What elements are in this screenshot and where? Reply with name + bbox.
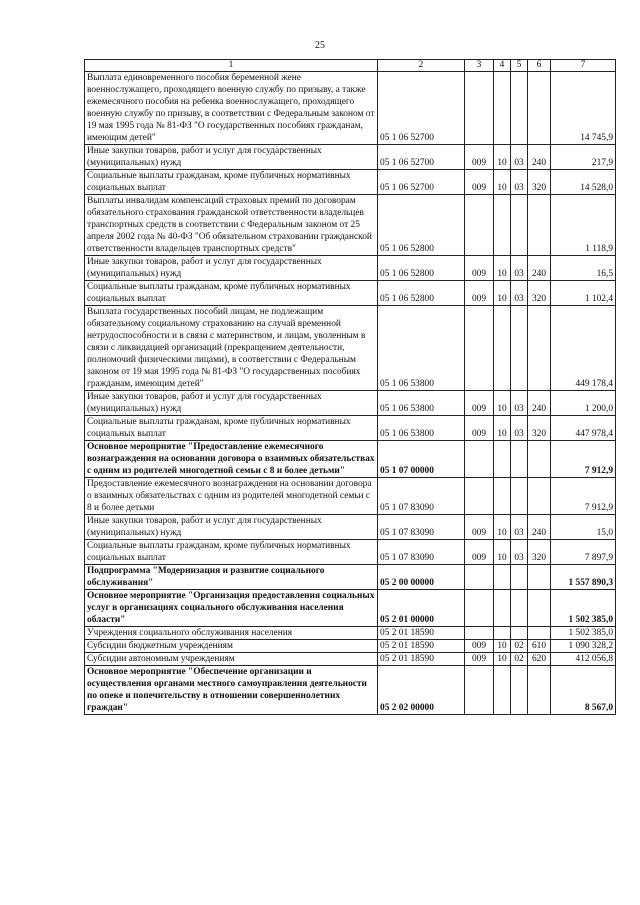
row-code-cell: 05 2 01 18590 bbox=[378, 640, 465, 653]
row-amount-cell: 1 090 328,2 bbox=[551, 640, 616, 653]
table-row bbox=[85, 170, 616, 195]
row-name-cell: Основное мероприятие "Организация предоставления социальных услуг в организациях социального обслуживания населения области" bbox=[85, 590, 378, 627]
row-col4-cell: 10 bbox=[494, 653, 511, 666]
row-code-cell: 05 1 06 52700 bbox=[378, 170, 465, 195]
row-code-cell: 05 1 07 83090 bbox=[378, 478, 465, 515]
row-amount-cell: 449 178,4 bbox=[551, 306, 616, 391]
row-col6-cell: 320 bbox=[528, 540, 551, 565]
table-row bbox=[85, 416, 616, 441]
column-header: 6 bbox=[528, 60, 551, 72]
row-col5-cell: 02 bbox=[511, 653, 528, 666]
row-col4-cell: 10 bbox=[494, 540, 511, 565]
row-col5-cell bbox=[511, 195, 528, 256]
table-row bbox=[85, 391, 616, 416]
row-col5-cell: 03 bbox=[511, 540, 528, 565]
row-col4-cell: 10 bbox=[494, 640, 511, 653]
budget-table bbox=[84, 59, 616, 715]
row-amount-cell: 16,5 bbox=[551, 256, 616, 281]
table-row bbox=[85, 515, 616, 540]
row-amount-cell: 7 897,9 bbox=[551, 540, 616, 565]
row-col5-cell: 03 bbox=[511, 281, 528, 306]
row-col5-cell bbox=[511, 478, 528, 515]
row-col5-cell: 02 bbox=[511, 640, 528, 653]
table-row bbox=[85, 72, 616, 145]
row-col6-cell bbox=[528, 306, 551, 391]
row-name-cell: Иные закупки товаров, работ и услуг для государственных (муниципальных) нужд bbox=[85, 145, 378, 170]
column-header: 4 bbox=[494, 60, 511, 72]
column-header: 3 bbox=[465, 60, 494, 72]
row-col4-cell bbox=[494, 666, 511, 715]
row-col5-cell: 03 bbox=[511, 256, 528, 281]
row-col3-cell bbox=[465, 565, 494, 590]
row-col3-cell bbox=[465, 306, 494, 391]
row-col3-cell: 009 bbox=[465, 145, 494, 170]
row-amount-cell: 1 502 385,0 bbox=[551, 627, 616, 640]
row-code-cell: 05 1 07 00000 bbox=[378, 441, 465, 478]
row-col6-cell: 610 bbox=[528, 640, 551, 653]
table-row bbox=[85, 627, 616, 640]
row-col4-cell: 10 bbox=[494, 416, 511, 441]
row-name-cell: Основное мероприятие "Обеспечение организации и осуществления органами местного самоуправления деятельности по опеке и попечительству в отношении совершеннолетних граждан" bbox=[85, 666, 378, 715]
row-col5-cell: 03 bbox=[511, 515, 528, 540]
row-code-cell: 05 2 01 18590 bbox=[378, 627, 465, 640]
row-col3-cell: 009 bbox=[465, 515, 494, 540]
row-col6-cell: 240 bbox=[528, 145, 551, 170]
row-col3-cell bbox=[465, 666, 494, 715]
row-col5-cell bbox=[511, 666, 528, 715]
row-col6-cell: 240 bbox=[528, 391, 551, 416]
row-col4-cell: 10 bbox=[494, 391, 511, 416]
row-col3-cell bbox=[465, 590, 494, 627]
row-col4-cell bbox=[494, 590, 511, 627]
row-amount-cell: 447 978,4 bbox=[551, 416, 616, 441]
row-amount-cell: 412 056,8 bbox=[551, 653, 616, 666]
row-name-cell: Социальные выплаты гражданам, кроме публичных нормативных социальных выплат bbox=[85, 281, 378, 306]
row-col4-cell bbox=[494, 195, 511, 256]
row-col3-cell: 009 bbox=[465, 170, 494, 195]
row-col6-cell: 620 bbox=[528, 653, 551, 666]
table-row bbox=[85, 666, 616, 715]
row-col6-cell: 240 bbox=[528, 256, 551, 281]
row-name-cell: Предоставление ежемесячного вознаграждения на основании договора о взаимных обязательствах с одним из родителей многодетной семьи с 8 и более детьми bbox=[85, 478, 378, 515]
column-header: 1 bbox=[85, 60, 378, 72]
row-col4-cell: 10 bbox=[494, 515, 511, 540]
row-amount-cell: 1 102,4 bbox=[551, 281, 616, 306]
row-col3-cell bbox=[465, 72, 494, 145]
row-code-cell: 05 2 02 00000 bbox=[378, 666, 465, 715]
table-row bbox=[85, 441, 616, 478]
row-col6-cell bbox=[528, 590, 551, 627]
row-name-cell: Иные закупки товаров, работ и услуг для государственных (муниципальных) нужд bbox=[85, 256, 378, 281]
column-header: 7 bbox=[551, 60, 616, 72]
row-col5-cell bbox=[511, 306, 528, 391]
row-col3-cell: 009 bbox=[465, 653, 494, 666]
row-name-cell: Иные закупки товаров, работ и услуг для государственных (муниципальных) нужд bbox=[85, 391, 378, 416]
row-col5-cell: 03 bbox=[511, 391, 528, 416]
row-name-cell: Социальные выплаты гражданам, кроме публичных нормативных социальных выплат bbox=[85, 416, 378, 441]
row-name-cell: Учреждения социального обслуживания населения bbox=[85, 627, 378, 640]
column-header: 2 bbox=[378, 60, 465, 72]
row-amount-cell: 15,0 bbox=[551, 515, 616, 540]
table-row bbox=[85, 195, 616, 256]
row-name-cell: Выплаты инвалидам компенсаций страховых премий по договорам обязательного страхования гражданской ответственности владельцев транспортных средств в соответствии с Федеральным законом от 25 апреля 2002 года № 40-ФЗ "Об обязательном страховании гражданской ответственности владельцев транспортных средств" bbox=[85, 195, 378, 256]
row-amount-cell: 1 557 890,3 bbox=[551, 565, 616, 590]
table-row bbox=[85, 478, 616, 515]
row-col6-cell: 320 bbox=[528, 170, 551, 195]
row-code-cell: 05 1 06 52700 bbox=[378, 145, 465, 170]
row-code-cell: 05 1 06 53800 bbox=[378, 391, 465, 416]
row-name-cell: Иные закупки товаров, работ и услуг для государственных (муниципальных) нужд bbox=[85, 515, 378, 540]
row-col3-cell: 009 bbox=[465, 391, 494, 416]
row-col5-cell bbox=[511, 441, 528, 478]
row-col5-cell: 03 bbox=[511, 170, 528, 195]
row-amount-cell: 7 912,9 bbox=[551, 478, 616, 515]
row-amount-cell: 14 745,9 bbox=[551, 72, 616, 145]
row-code-cell: 05 1 07 83090 bbox=[378, 540, 465, 565]
row-code-cell: 05 1 06 52700 bbox=[378, 72, 465, 145]
table-row bbox=[85, 640, 616, 653]
row-col4-cell: 10 bbox=[494, 170, 511, 195]
row-col6-cell bbox=[528, 478, 551, 515]
row-name-cell: Выплата государственных пособий лицам, не подлежащим обязательному социальному страхованию на случай временной нетрудоспособности и в связи с материнством, и лицам, уволенным в связи с ликвидацией организаций (прекращением деятельности, полномочий физическими лицами), в соответствии с Федеральным законом от 19 мая 1995 года № 81-ФЗ "О государственных пособиях гражданам, имеющим детей" bbox=[85, 306, 378, 391]
row-code-cell: 05 1 06 53800 bbox=[378, 416, 465, 441]
table-row bbox=[85, 281, 616, 306]
row-amount-cell: 1 118,9 bbox=[551, 195, 616, 256]
row-amount-cell: 217,9 bbox=[551, 145, 616, 170]
row-name-cell: Выплата единовременного пособия беременной жене военнослужащего, проходящего военную службу по призыву, а также ежемесячного пособия на ребенка военнослужащего, проходящего военную службу по призыву, в соответствии с Федеральным законом от 19 мая 1995 года № 81-ФЗ "О государственных пособиях гражданам, имеющим детей" bbox=[85, 72, 378, 145]
row-col6-cell bbox=[528, 666, 551, 715]
table-row bbox=[85, 306, 616, 391]
row-code-cell: 05 2 01 18590 bbox=[378, 653, 465, 666]
row-name-cell: Субсидии автономным учреждениям bbox=[85, 653, 378, 666]
row-col6-cell bbox=[528, 565, 551, 590]
table-row bbox=[85, 256, 616, 281]
page-number: 25 bbox=[315, 40, 325, 51]
row-amount-cell: 1 200,0 bbox=[551, 391, 616, 416]
row-col3-cell: 009 bbox=[465, 416, 494, 441]
table-row bbox=[85, 590, 616, 627]
row-col6-cell: 240 bbox=[528, 515, 551, 540]
row-name-cell: Подпрограмма "Модернизация и развитие социального обслуживания" bbox=[85, 565, 378, 590]
row-col3-cell: 009 bbox=[465, 281, 494, 306]
table-header-row bbox=[85, 60, 616, 72]
row-name-cell: Основное мероприятие "Предоставление ежемесячного вознаграждения на основании договора о взаимных обязательствах с одним из родителей многодетной семьи с 8 и более детьми" bbox=[85, 441, 378, 478]
row-col4-cell bbox=[494, 441, 511, 478]
row-col3-cell bbox=[465, 441, 494, 478]
row-code-cell: 05 1 06 52800 bbox=[378, 195, 465, 256]
row-col3-cell: 009 bbox=[465, 256, 494, 281]
row-col3-cell bbox=[465, 195, 494, 256]
table-row bbox=[85, 565, 616, 590]
row-col5-cell: 03 bbox=[511, 416, 528, 441]
row-amount-cell: 7 912,9 bbox=[551, 441, 616, 478]
row-col3-cell bbox=[465, 478, 494, 515]
row-code-cell: 05 1 06 53800 bbox=[378, 306, 465, 391]
row-amount-cell: 14 528,0 bbox=[551, 170, 616, 195]
row-col6-cell bbox=[528, 72, 551, 145]
row-col3-cell bbox=[465, 627, 494, 640]
row-code-cell: 05 1 07 83090 bbox=[378, 515, 465, 540]
row-col5-cell bbox=[511, 565, 528, 590]
row-code-cell: 05 1 06 52800 bbox=[378, 281, 465, 306]
row-amount-cell: 1 502 385,0 bbox=[551, 590, 616, 627]
row-col5-cell: 03 bbox=[511, 145, 528, 170]
row-col3-cell: 009 bbox=[465, 640, 494, 653]
row-col5-cell bbox=[511, 72, 528, 145]
row-col6-cell: 320 bbox=[528, 416, 551, 441]
row-name-cell: Субсидии бюджетным учреждениям bbox=[85, 640, 378, 653]
row-col5-cell bbox=[511, 627, 528, 640]
row-col6-cell bbox=[528, 195, 551, 256]
row-col5-cell bbox=[511, 590, 528, 627]
row-col6-cell bbox=[528, 627, 551, 640]
row-code-cell: 05 1 06 52800 bbox=[378, 256, 465, 281]
row-name-cell: Социальные выплаты гражданам, кроме публичных нормативных социальных выплат bbox=[85, 170, 378, 195]
row-col6-cell: 320 bbox=[528, 281, 551, 306]
row-col4-cell: 10 bbox=[494, 145, 511, 170]
row-col4-cell bbox=[494, 627, 511, 640]
row-code-cell: 05 2 00 00000 bbox=[378, 565, 465, 590]
table-row bbox=[85, 653, 616, 666]
row-col4-cell: 10 bbox=[494, 256, 511, 281]
row-amount-cell: 8 567,0 bbox=[551, 666, 616, 715]
table-row bbox=[85, 145, 616, 170]
column-header: 5 bbox=[511, 60, 528, 72]
row-col4-cell bbox=[494, 565, 511, 590]
row-col4-cell bbox=[494, 72, 511, 145]
row-code-cell: 05 2 01 00000 bbox=[378, 590, 465, 627]
row-col4-cell bbox=[494, 306, 511, 391]
row-col4-cell: 10 bbox=[494, 281, 511, 306]
row-col4-cell bbox=[494, 478, 511, 515]
row-col6-cell bbox=[528, 441, 551, 478]
row-name-cell: Социальные выплаты гражданам, кроме публичных нормативных социальных выплат bbox=[85, 540, 378, 565]
row-col3-cell: 009 bbox=[465, 540, 494, 565]
table-row bbox=[85, 540, 616, 565]
